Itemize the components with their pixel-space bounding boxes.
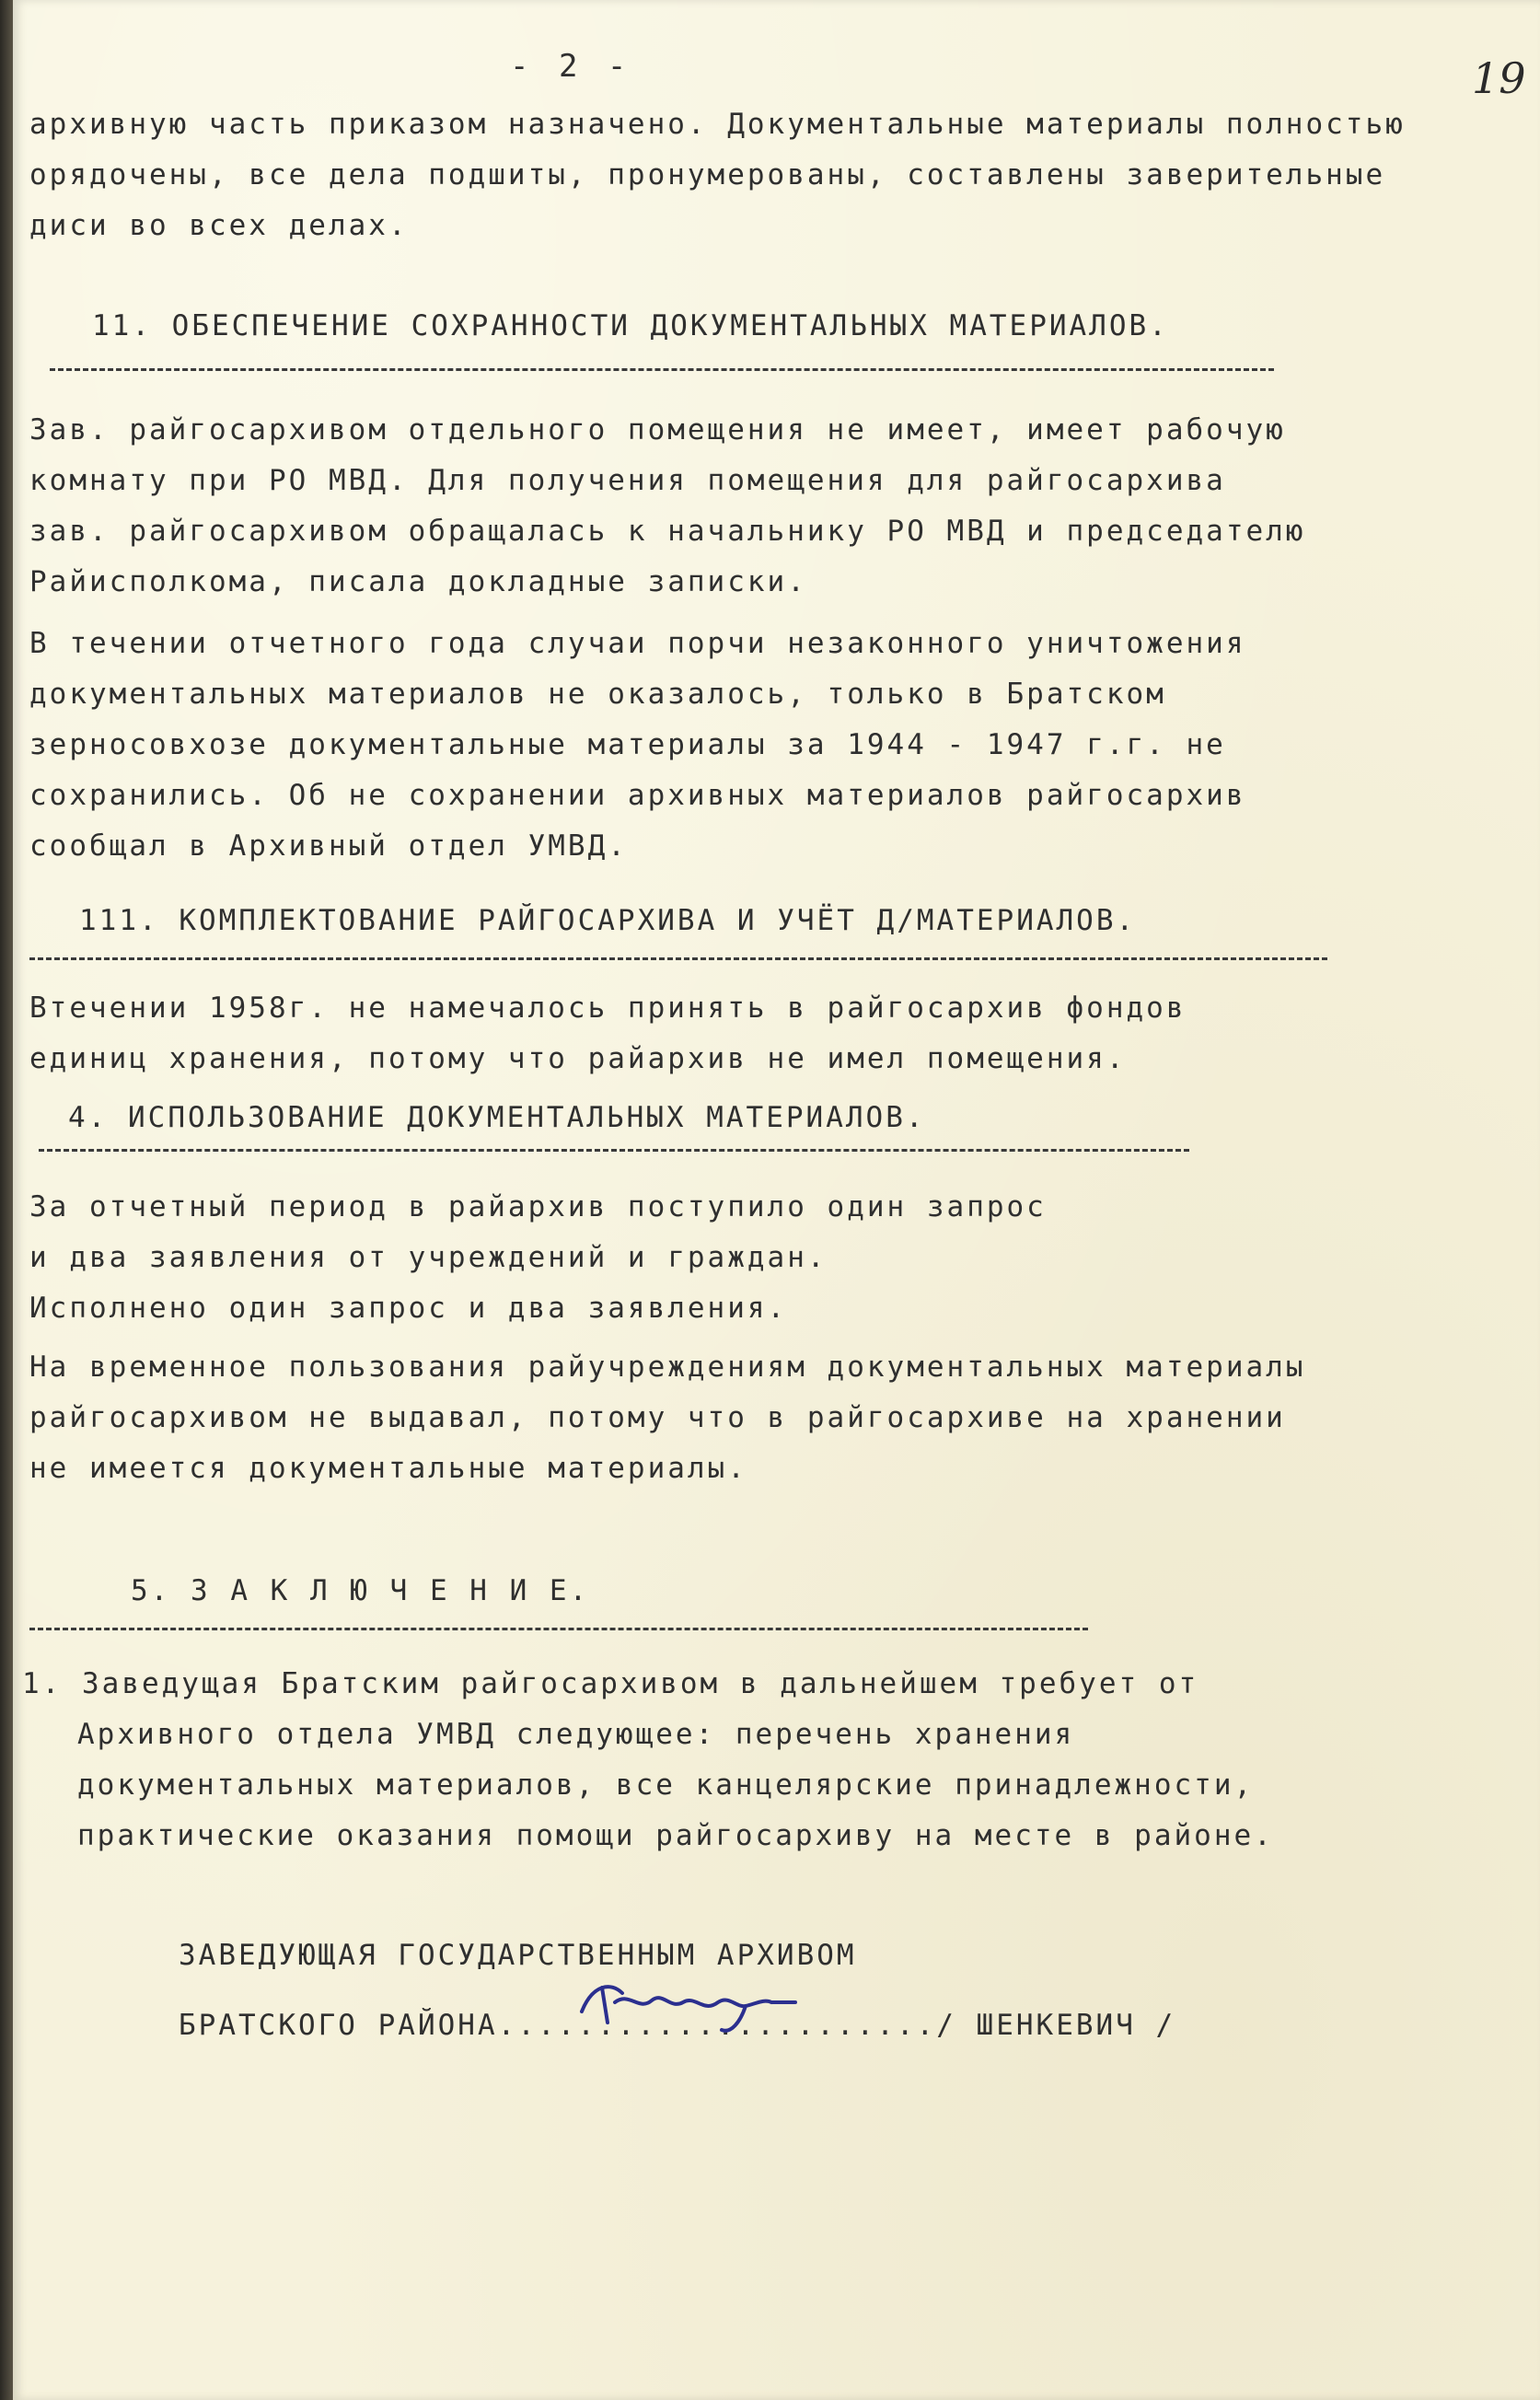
binding-edge [0, 0, 13, 2400]
text-line: архивную часть приказом назначено. Документальные материалы полностью [29, 108, 1406, 141]
paragraph-requests [29, 1182, 1047, 1334]
signatory-title: ЗАВЕДУЮЩАЯ ГОСУДАРСТВЕННЫМ АРХИВОМ [179, 1939, 857, 1972]
text-line: Втечении 1958г. не намечалось принять в райгосархив фондов [29, 991, 1187, 1025]
dashed-rule [29, 1628, 1088, 1630]
archive-folio-number: 19 [1472, 53, 1526, 103]
paragraph-damage [29, 619, 1245, 872]
section-heading-preservation: 11. ОБЕСПЕЧЕНИЕ СОХРАННОСТИ ДОКУМЕНТАЛЬНЫХ МАТЕРИАЛОВ. [92, 309, 1169, 342]
text-line: На временное пользования райучреждениям документальных материалы [29, 1351, 1306, 1384]
text-line: райгосархивом не выдавал, потому что в райгосархиве на хранении [29, 1401, 1286, 1434]
paragraph-premises [29, 405, 1305, 608]
text-line: зерносовхозе документальные материалы за 1944 - 1947 г.г. не [29, 728, 1226, 761]
text-line: Райисполкома, писала докладные записки. [29, 565, 807, 598]
dashed-rule [50, 368, 1274, 371]
section-heading-usage: 4. ИСПОЛЬЗОВАНИЕ ДОКУМЕНТАЛЬНЫХ МАТЕРИАЛОВ. [68, 1101, 926, 1134]
signatory-name-line: БРАТСКОГО РАЙОНА....................../ ШЕНКЕВИЧ / [179, 2009, 1176, 2042]
text-line: сообщал в Архивный отдел УМВД. [29, 829, 628, 863]
text-line: орядочены, все дела подшиты, пронумерованы, составлены заверительные [29, 158, 1386, 191]
section-heading-acquisition: 111. КОМПЛЕКТОВАНИЕ РАЙГОСАРХИВА И УЧЁТ Д/МАТЕРИАЛОВ. [79, 904, 1137, 937]
text-line: документальных материалов, все канцелярские принадлежности, [77, 1768, 1255, 1802]
text-line: зав. райгосархивом обращалась к начальнику РО МВД и председателю [29, 515, 1306, 548]
paragraph-temporary-use [29, 1342, 1305, 1494]
handwritten-signature [574, 1975, 805, 2039]
text-line: Зав. райгосархивом отдельного помещения не имеет, имеет рабочую [29, 413, 1286, 446]
text-line: и два заявления от учреждений и граждан. [29, 1241, 828, 1274]
paragraph-conclusion [22, 1659, 1274, 1861]
text-line: сохранились. Об не сохранении архивных материалов райгосархив [29, 779, 1246, 812]
text-line: документальных материалов не оказалось, только в Братском [29, 678, 1166, 711]
dashed-rule [39, 1149, 1189, 1152]
document-page [13, 0, 1540, 2400]
page-number: - 2 - [510, 48, 632, 85]
text-line: В течении отчетного года случаи порчи незаконного уничтожения [29, 627, 1246, 660]
text-line: диси во всех делах. [29, 209, 409, 242]
text-line: не имеется документальные материалы. [29, 1452, 747, 1485]
text-line: За отчетный период в райархив поступило один запрос [29, 1190, 1047, 1223]
paragraph-acquisition [29, 983, 1187, 1084]
section-heading-conclusion: 5. З А К Л Ю Ч Е Н И Е. [131, 1574, 590, 1607]
text-line: Исполнено один запрос и два заявления. [29, 1292, 788, 1325]
text-line: комнату при РО МВД. Для получения помещения для райгосархива [29, 464, 1226, 497]
intro-paragraph [29, 99, 1406, 251]
text-line: единиц хранения, потому что райархив не имел помещения. [29, 1042, 1127, 1075]
text-line: 1. Заведущая Братским райгосархивом в дальнейшем требует от [22, 1667, 1199, 1700]
dashed-rule [29, 957, 1327, 960]
text-line: практические оказания помощи райгосархиву на месте в районе. [77, 1819, 1274, 1852]
text-line: Архивного отдела УМВД следующее: перечень хранения [77, 1718, 1075, 1751]
